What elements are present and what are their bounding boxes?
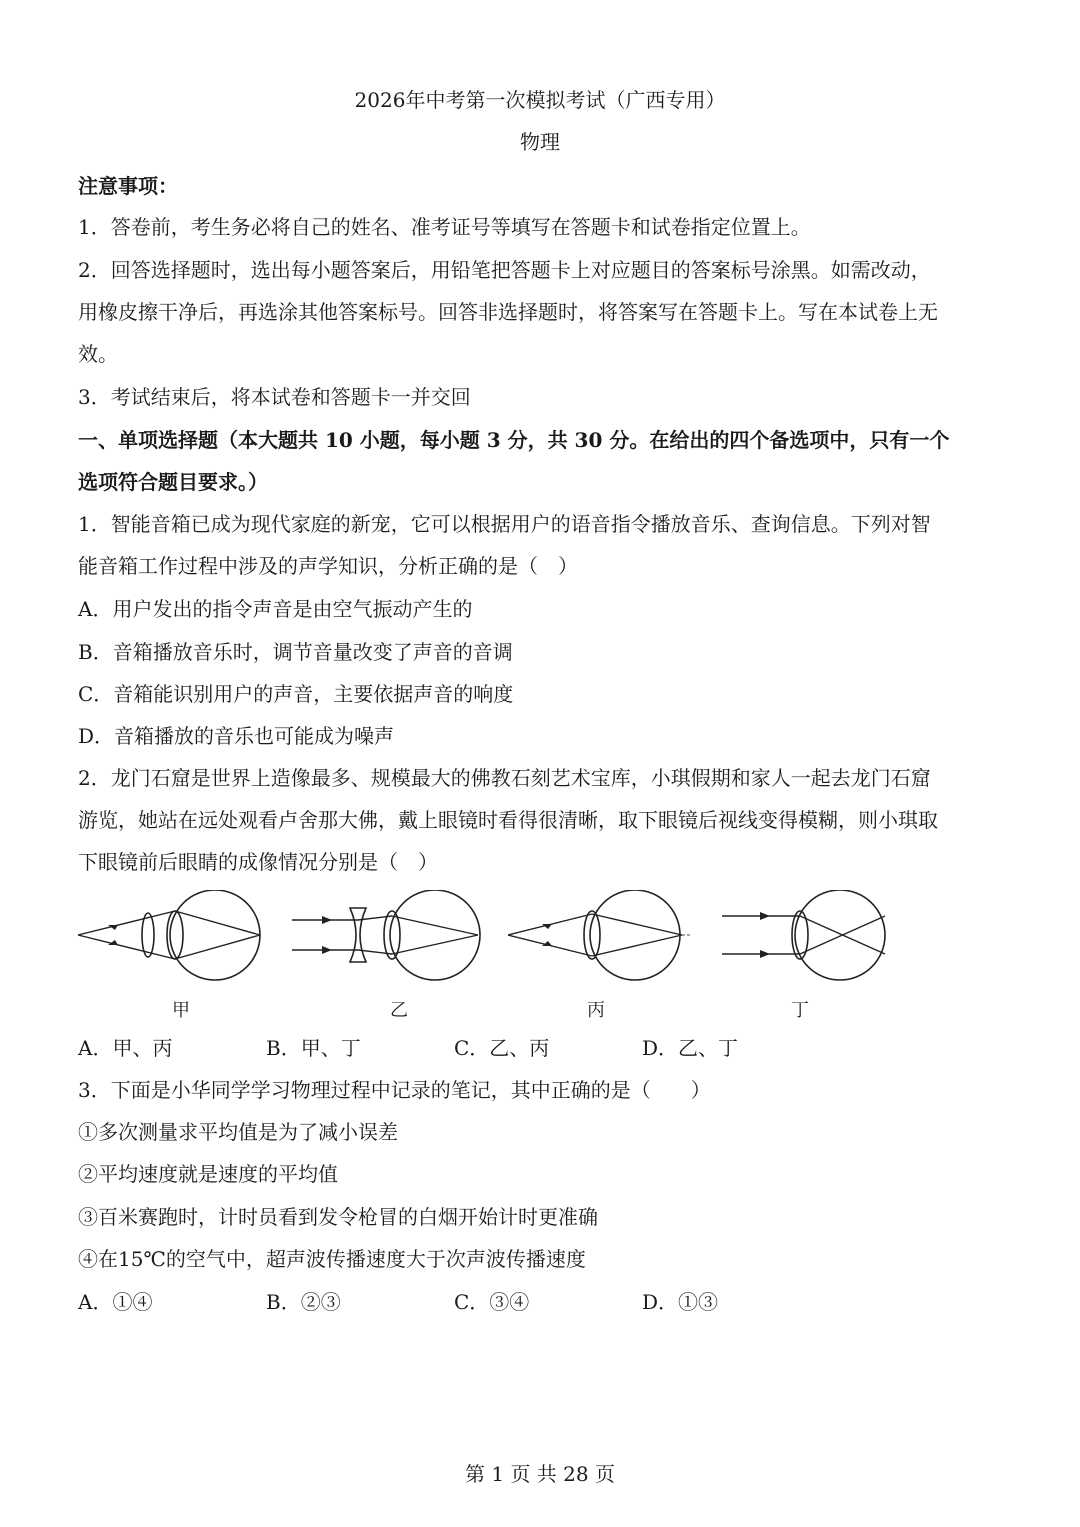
notice-line-2: 2．回答选择题时，选出每小题答案后，用铅笔把答题卡上对应题目的答案标号涂黑。如需改动， <box>78 258 931 282</box>
eyeball-yi <box>390 890 480 980</box>
concave-lens-yi <box>350 908 366 962</box>
page-number: 第 1 页 共 28 页 <box>465 1462 615 1486</box>
diagram-jia <box>78 890 260 980</box>
q2-option-b: B．甲、丁 <box>266 1036 361 1060</box>
q2-option-a: A．甲、丙 <box>78 1036 173 1060</box>
diagram-yi <box>292 890 480 980</box>
notice-line-1: 1．答卷前，考生务必将自己的姓名、准考证号等填写在答题卡和试卷指定位置上。 <box>78 215 811 239</box>
q3-stem: 3．下面是小华同学学习物理过程中记录的笔记，其中正确的是（ ） <box>78 1078 711 1102</box>
q1-stem-line-2: 能音箱工作过程中涉及的声学知识，分析正确的是（ ） <box>78 554 578 578</box>
section-heading-line-2: 选项符合题目要求。） <box>78 470 268 494</box>
figure-label-jia: 甲 <box>172 1000 190 1021</box>
exam-title: 2026年中考第一次模拟考试（广西专用） <box>354 88 726 112</box>
crystalline-lens-yi <box>384 911 400 959</box>
q3-option-c: C．③④ <box>454 1290 530 1314</box>
q3-statement-3: ③百米赛跑时，计时员看到发令枪冒的白烟开始计时更准确 <box>78 1205 598 1229</box>
q3-statement-1: ①多次测量求平均值是为了减小误差 <box>78 1120 398 1144</box>
eyeball-bing <box>590 890 680 980</box>
figure-label-bing: 丙 <box>587 1000 605 1021</box>
corrective-lens-jia <box>142 913 154 957</box>
subject-title: 物理 <box>520 130 560 154</box>
figure-label-ding: 丁 <box>791 1000 809 1021</box>
q1-option-a: A．用户发出的指令声音是由空气振动产生的 <box>78 597 473 621</box>
q1-option-d: D．音箱播放的音乐也可能成为噪声 <box>78 724 395 748</box>
q2-stem-line-1: 2．龙门石窟是世界上造像最多、规模最大的佛教石刻艺术宝库，小琪假期和家人一起去龙门石窟 <box>78 766 931 790</box>
q3-option-a: A．①④ <box>78 1290 153 1314</box>
q3-option-b: B．②③ <box>266 1290 341 1314</box>
q3-option-d: D．①③ <box>642 1290 719 1314</box>
diagram-ding <box>722 890 885 980</box>
q3-statement-4: ④在15℃的空气中，超声波传播速度大于次声波传播速度 <box>78 1247 586 1271</box>
notice-line-5: 3．考试结束后，将本试卷和答题卡一并交回 <box>78 385 471 409</box>
q2-option-c: C．乙、丙 <box>454 1036 550 1060</box>
q2-stem-line-2: 游览，她站在远处观看卢舍那大佛，戴上眼镜时看得很清晰，取下眼镜后视线变得模糊，则小琪取 <box>78 808 938 832</box>
q3-statement-2: ②平均速度就是速度的平均值 <box>78 1162 338 1186</box>
q1-option-c: C．音箱能识别用户的声音，主要依据声音的响度 <box>78 682 514 706</box>
notice-line-3: 用橡皮擦干净后，再选涂其他答案标号。回答非选择题时，将答案写在答题卡上。写在本试卷上无 <box>78 300 938 324</box>
eye-diagrams <box>70 890 910 1000</box>
q1-stem-line-1: 1．智能音箱已成为现代家庭的新宠，它可以根据用户的语音指令播放音乐、查询信息。下列对智 <box>78 512 931 536</box>
q1-option-b: B．音箱播放音乐时，调节音量改变了声音的音调 <box>78 640 513 664</box>
figure-label-yi: 乙 <box>390 1000 408 1021</box>
q2-option-d: D．乙、丁 <box>642 1036 739 1060</box>
q2-stem-line-3: 下眼镜前后眼睛的成像情况分别是（ ） <box>78 850 438 874</box>
diagram-bing <box>508 890 692 980</box>
notice-line-4: 效。 <box>78 342 118 366</box>
crystalline-lens-bing <box>584 911 600 959</box>
section-heading-line-1: 一、单项选择题（本大题共 10 小题，每小题 3 分，共 30 分。在给出的四个备选项中，只有一个 <box>78 428 950 452</box>
notice-heading: 注意事项： <box>78 174 178 198</box>
